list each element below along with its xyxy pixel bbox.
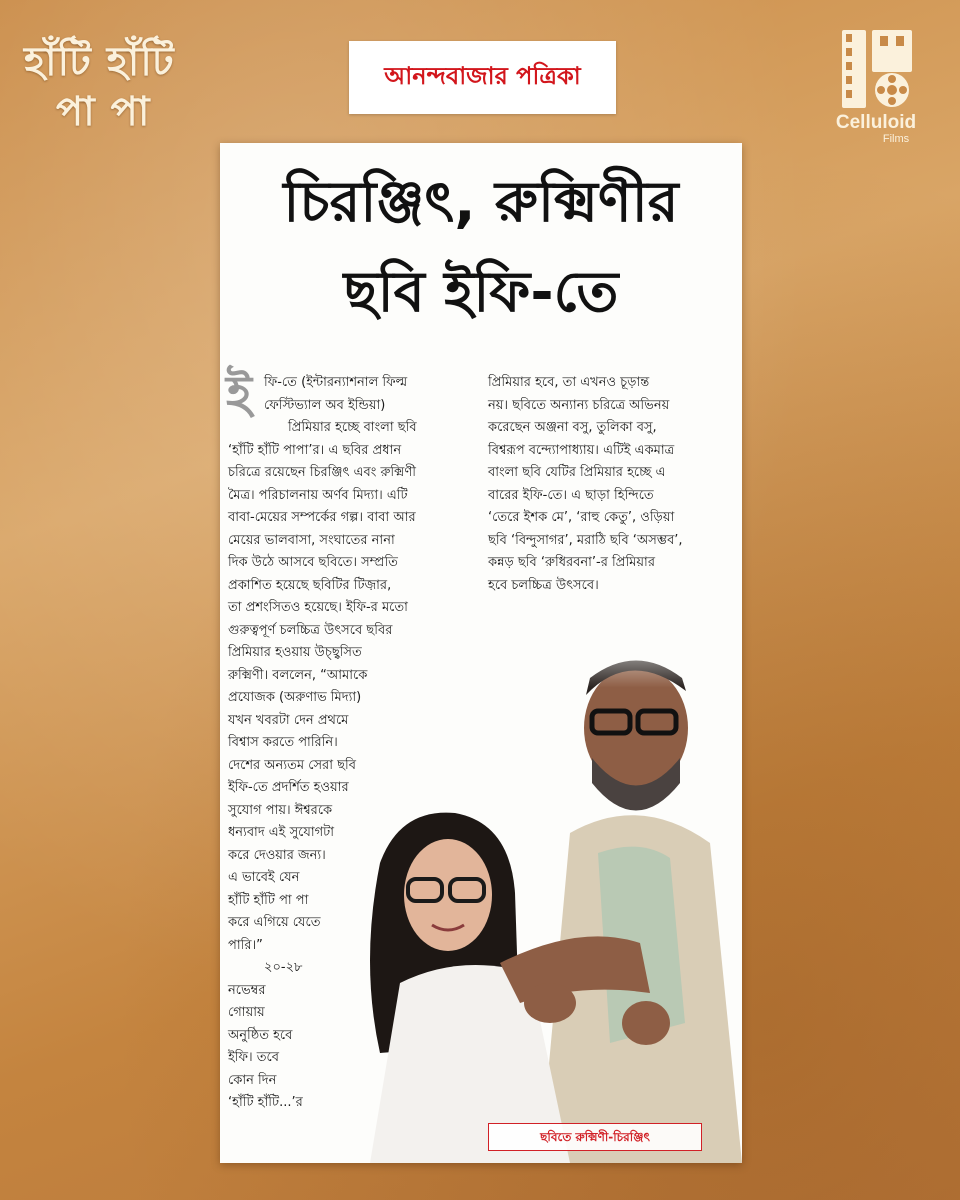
text-line: ফি-তে (ইন্টারন্যাশনাল ফিল্ম bbox=[264, 375, 408, 390]
text-line: এ ভাবেই যেন bbox=[228, 870, 300, 885]
masthead-name: আনন্দবাজার পত্রিকা bbox=[384, 60, 581, 90]
text-line: ইফি-তে প্রদর্শিত হওয়ার bbox=[228, 780, 349, 795]
text-line: বিশ্বাস করতে পারিনি। bbox=[228, 735, 338, 750]
text-line: করে এগিয়ে যেতে bbox=[228, 915, 321, 930]
text-line: বারের ইফি-তে। এ ছাড়া হিন্দিতে bbox=[488, 487, 654, 503]
text-line: দিক উঠে আসবে ছবিতে। সম্প্রতি bbox=[228, 555, 398, 570]
film-reel-icon bbox=[836, 28, 916, 110]
text-line: বাবা-মেয়ের সম্পর্কের গল্প। বাবা আর bbox=[228, 510, 416, 525]
text-line: নয়। ছবিতে অন্যান্য চরিত্রে অভিনয় bbox=[488, 397, 670, 413]
studio-name: Celluloid bbox=[835, 112, 917, 133]
text-line: অনুষ্ঠিত হবে bbox=[228, 1027, 293, 1043]
text-line: গোয়ায় bbox=[228, 1005, 265, 1020]
text-line: প্রিমিয়ার হচ্ছে বাংলা ছবি bbox=[288, 420, 417, 435]
newspaper-clipping bbox=[220, 143, 742, 1163]
text-line: পারি।” bbox=[228, 937, 263, 953]
text-line: করেছেন অঞ্জনা বসু, তুলিকা বসু, bbox=[488, 420, 657, 435]
text-line: প্রিমিয়ার হওয়ায় উচ্ছ্বসিত bbox=[228, 645, 362, 660]
text-line: বাংলা ছবি যেটির প্রিমিয়ার হচ্ছে এ bbox=[488, 465, 666, 480]
text-line: মেয়ের ভালবাসা, সংঘাতের নানা bbox=[228, 532, 395, 548]
text-line: হবে চলচ্চিত্র উৎসবে। bbox=[488, 577, 599, 593]
text-line: প্রকাশিত হয়েছে ছবিটির টিজ়ার, bbox=[228, 577, 392, 593]
text-line: মৈত্র। পরিচালনায় অর্ণব মিদ্যা। এটি bbox=[228, 487, 408, 503]
text-line: গুরুত্বপূর্ণ চলচ্চিত্র উৎসবে ছবির bbox=[228, 622, 393, 638]
film-title-line1: হাঁটি হাঁটি bbox=[24, 38, 175, 85]
headline-line1: চিরঞ্জিৎ, রুক্মিণীর bbox=[283, 170, 679, 235]
text-line: তা প্রশংসিতও হয়েছে। ইফি-র মতো bbox=[228, 600, 408, 615]
text-line: প্রযোজক (অরুণাভ মিদ্যা) bbox=[228, 690, 362, 705]
studio-logo bbox=[816, 28, 936, 168]
text-line: ২০-২৮ bbox=[264, 960, 303, 975]
text-line: ফেস্টিভ্যাল অব ইন্ডিয়া) bbox=[264, 397, 386, 413]
text-line: কন্নড় ছবি ‘রুধিরবনা’-র প্রিমিয়ার bbox=[488, 555, 655, 570]
drop-cap: ই bbox=[226, 364, 253, 423]
text-line: ‘তেরে ইশক মে’, ‘রাহু কেতু’, ওড়িয়া bbox=[488, 510, 675, 525]
text-line: হাঁটি হাঁটি পা পা bbox=[228, 892, 309, 908]
headline-line2: ছবি ইফি-তে bbox=[343, 260, 619, 325]
text-line: চরিত্রে রয়েছেন চিরঞ্জিৎ এবং রুক্মিণী bbox=[228, 465, 416, 480]
text-line: সুযোগ পায়। ঈশ্বরকে bbox=[228, 802, 333, 818]
text-line: ধন্যবাদ এই সুযোগটা bbox=[228, 825, 335, 840]
text-line: দেশের অন্যতম সেরা ছবি bbox=[228, 757, 356, 773]
text-line: রুক্মিণী। বললেন, “আমাকে bbox=[228, 667, 368, 683]
text-line: প্রিমিয়ার হবে, তা এখনও চূড়ান্ত bbox=[488, 375, 650, 390]
article-right-column bbox=[488, 372, 683, 597]
text-line: বিশ্বরূপ বন্দ্যোপাধ্যায়। এটিই একমাত্র bbox=[488, 442, 675, 458]
article-left-column bbox=[228, 372, 417, 1115]
film-title-line2: পা পা bbox=[56, 88, 151, 135]
photo-caption: ছবিতে রুক্মিণী-চিরঞ্জিৎ bbox=[488, 1123, 702, 1151]
film-title-logo bbox=[18, 28, 208, 138]
text-line: করে দেওয়ার জন্য। bbox=[228, 847, 326, 863]
text-line: নভেম্বর bbox=[228, 982, 266, 998]
studio-sub: Films bbox=[882, 133, 910, 145]
text-line: ছবি ‘বিন্দুসাগর’, মরাঠি ছবি ‘অসম্ভব’, bbox=[488, 532, 683, 548]
text-line: ইফি। তবে bbox=[228, 1050, 279, 1065]
text-line: ‘হাঁটি হাঁটি পাপা’র। এ ছবির প্রধান bbox=[228, 442, 402, 458]
text-line: যখন খবরটা দেন প্রথমে bbox=[228, 712, 349, 728]
newspaper-masthead bbox=[349, 41, 616, 114]
text-line: কোন দিন bbox=[228, 1072, 277, 1088]
text-line: ‘হাঁটি হাঁটি...’র bbox=[228, 1095, 303, 1110]
